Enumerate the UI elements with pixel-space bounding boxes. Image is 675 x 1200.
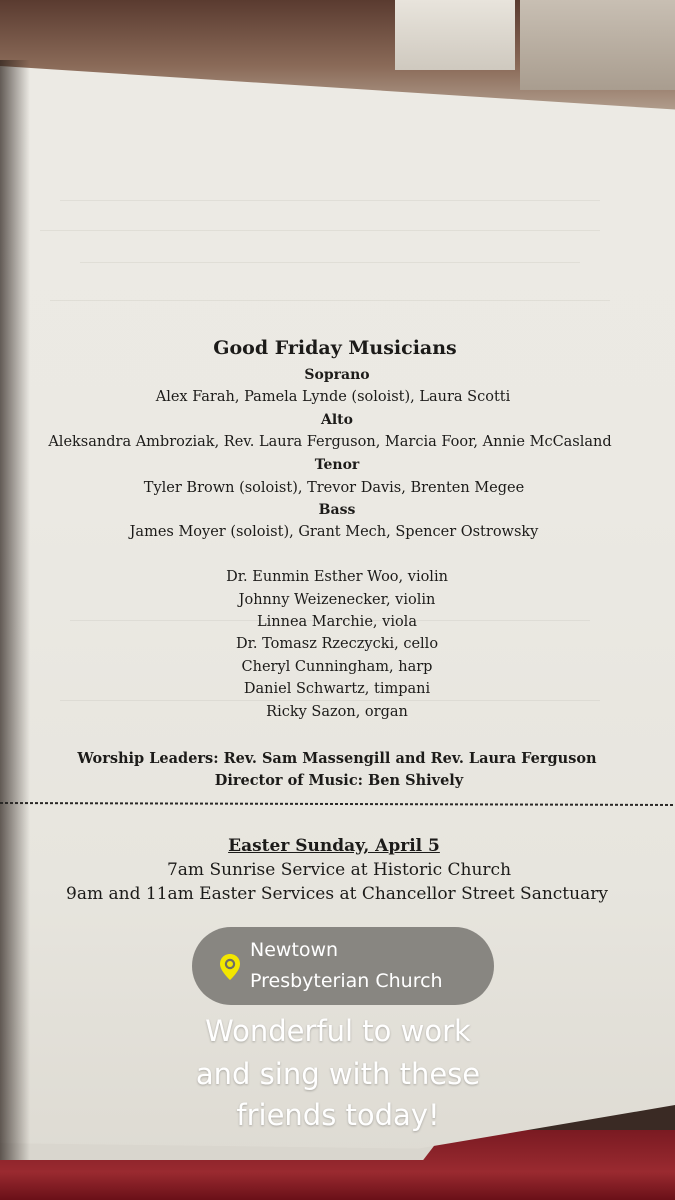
director-of-music: Director of Music: Ben Shively — [214, 772, 464, 789]
section-heading-alto: Alto — [321, 412, 353, 428]
instrumentalist: Linnea Marchie, viola — [257, 614, 417, 630]
section-heading-soprano: Soprano — [304, 367, 370, 383]
easter-title: Easter Sunday, April 5 — [228, 836, 440, 856]
dashed-divider — [0, 800, 675, 808]
section-heading-bass: Bass — [318, 502, 356, 518]
caption-line: friends today! — [236, 1098, 440, 1132]
alto-names: Aleksandra Ambroziak, Rev. Laura Ferguson, Marcia Foor, Annie McCasland — [48, 434, 612, 450]
caption-line: Wonderful to work — [205, 1014, 471, 1048]
map-pin-icon — [218, 953, 242, 981]
location-name-line2: Presbyterian Church — [250, 970, 443, 992]
soprano-names: Alex Farah, Pamela Lynde (soloist), Laura Scotti — [155, 389, 511, 405]
instrumentalist: Johnny Weizenecker, violin — [238, 592, 436, 608]
tenor-names: Tyler Brown (soloist), Trevor Davis, Brenten Megee — [143, 480, 525, 496]
location-name-line1: Newtown — [250, 939, 339, 961]
easter-service-line: 9am and 11am Easter Services at Chancellor Street Sanctuary — [66, 884, 608, 904]
instrumentalist: Ricky Sazon, organ — [266, 704, 408, 720]
easter-service-line: 7am Sunrise Service at Historic Church — [166, 860, 512, 880]
bass-names: James Moyer (soloist), Grant Mech, Spencer Ostrowsky — [129, 524, 539, 540]
instrumentalist: Dr. Tomasz Rzeczycki, cello — [235, 636, 439, 652]
instrumentalist: Dr. Eunmin Esther Woo, violin — [226, 569, 448, 585]
instrumentalist: Cheryl Cunningham, harp — [241, 659, 433, 675]
worship-leaders: Worship Leaders: Rev. Sam Massengill and Rev. Laura Ferguson — [77, 750, 597, 767]
caption-line: and sing with these — [195, 1057, 481, 1091]
program-title: Good Friday Musicians — [213, 337, 457, 359]
instrumentalist: Daniel Schwartz, timpani — [243, 681, 431, 697]
section-heading-tenor: Tenor — [314, 457, 360, 473]
